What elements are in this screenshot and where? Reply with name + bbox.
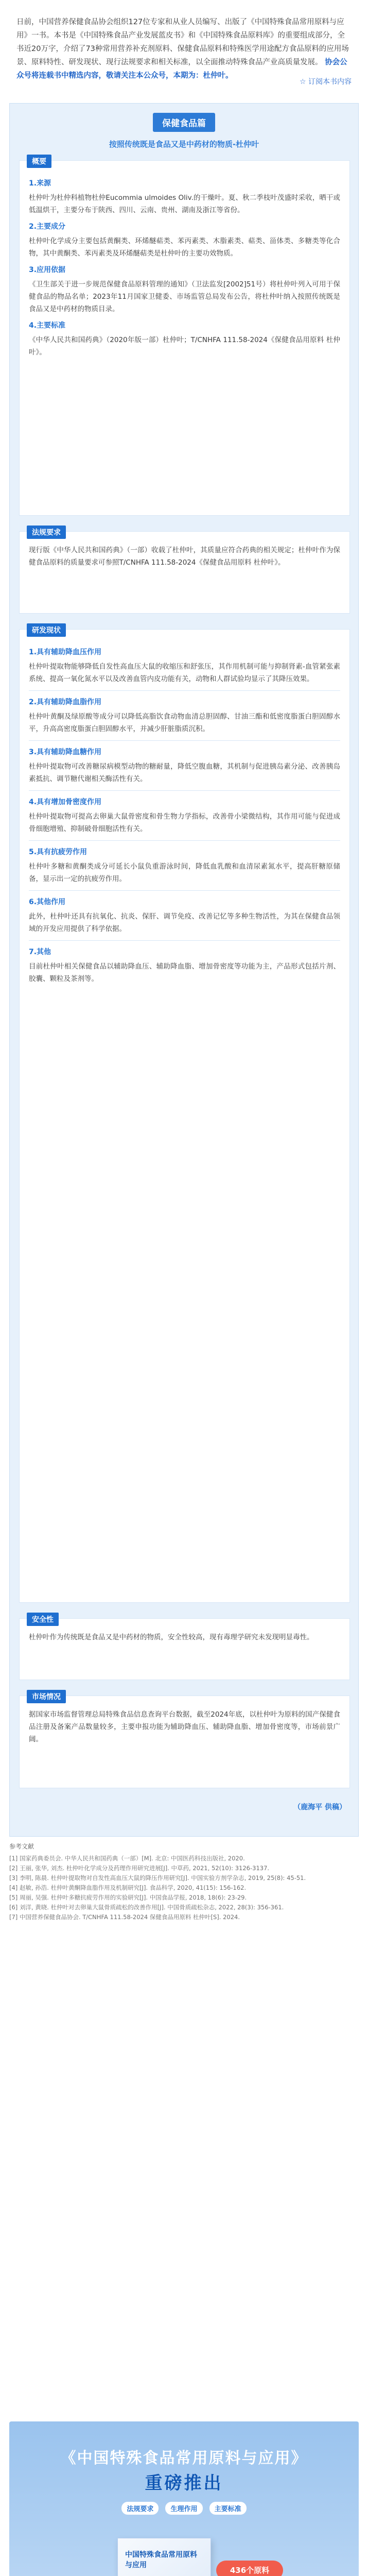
reference-item: [2] 王丽, 张华, 刘杰. 杜仲叶化学成分及药理作用研究进展[J]. 中草药, 2021, 52(10): 3126-3137.	[9, 1865, 270, 1872]
safety-head: 安全性	[27, 1613, 59, 1626]
intro-highlight: 协会公众号将连载书中精选内容，敬请关注本公众号，本期为：杜仲叶。	[16, 58, 347, 80]
market-text: 据国家市场监督管理总局特殊食品信息查询平台数据，截至2024年底，以杜仲叶为原料的国产保健食品注册及备案产品数量较多，主要申报功能为辅助降血压、辅助降血脂、增加骨密度等，市场前景广阔。	[29, 1710, 340, 1743]
intro-text: 日前，中国营养保健食品协会组织127位专家和从业人员编写、出版了《中国特殊食品常用原料与应用》一书。本书是《中国特殊食品产业发展蓝皮书》和《中国特殊食品原料库》的重要组成部分，全书近20万字，介绍了73种常用营养补充剂原料、保健食品原料和特殊医学用途配方食品原料的应用场景、原料特性、研发现状、现行法规要求和相关标准，以全面推动特殊食品产业高质量发展。	[16, 18, 349, 66]
research-item-text: 杜仲叶提取物可改善糖尿病模型动物的糖耐量，降低空腹血糖，其机制与促进胰岛素分泌、改善胰岛素抵抗、调节糖代谢相关酶活性有关。	[29, 762, 340, 783]
promo-tags	[9, 2502, 359, 2515]
intro-paragraph	[16, 15, 352, 82]
reference-item: [4] 赵敏, 孙浩. 杜仲叶黄酮降血脂作用及机制研究[J]. 食品科学, 2020, 41(15): 156-162.	[9, 1884, 247, 1891]
divider	[29, 840, 340, 841]
summary-item-text: 杜仲叶为杜仲科植物杜仲Eucommia ulmoides Oliv.的干燥叶。夏、秋二季枝叶茂盛时采收，晒干或低温烘干，主要分布于陕西、四川、云南、贵州、湖南及浙江等省份。	[29, 194, 340, 214]
regulation-text: 现行版《中华人民共和国药典》（一部）收载了杜仲叶，其质量应符合药典的相关规定；杜仲叶作为保健食品原料的质量要求可参照T/CNHFA 111.58-2024《保健食品用原料 杜仲叶》。	[29, 546, 340, 567]
divider	[29, 790, 340, 791]
summary-head: 概要	[27, 155, 51, 168]
safety-section	[19, 1618, 350, 1680]
reference-item: [1] 国家药典委员会. 中华人民共和国药典（一部）[M]. 北京: 中国医药科技出版社, 2020.	[9, 1855, 245, 1862]
market-section	[19, 1693, 350, 1788]
summary-item-text: 杜仲叶化学成分主要包括黄酮类、环烯醚萜类、苯丙素类、木脂素类、萜类、甾体类、多糖类等化合物，其中黄酮类、苯丙素类及环烯醚萜类是杜仲叶的主要功效物质。	[29, 237, 340, 258]
promo-tag: 法规要求	[121, 2502, 159, 2515]
promo-tag: 主要标准	[209, 2502, 247, 2515]
divider	[29, 690, 340, 691]
book-title: 中国特殊食品常用原料与应用	[125, 2551, 197, 2569]
banner-title: 保健食品篇	[153, 113, 215, 132]
research-item-text: 杜仲叶提取物能够降低自发性高血压大鼠的收缩压和舒张压，其作用机制可能与抑制肾素-血管紧张素系统、提高一氧化氮水平以及改善血管内皮功能有关，动物和人群试验均显示了其降压效果。	[29, 663, 340, 683]
references-title: 参考文献	[9, 1843, 34, 1850]
content-banner	[9, 103, 359, 1837]
summary-item-title: 4.主要标准	[29, 321, 66, 330]
subscribe-link[interactable]: ☆ 订阅本书内容	[299, 78, 352, 86]
promo-tag: 生理作用	[165, 2502, 202, 2515]
research-item-text: 此外，杜仲叶还具有抗氧化、抗炎、保肝、调节免疫、改善记忆等多种生物活性，为其在保健食品领域的开发应用提供了科学依据。	[29, 912, 340, 933]
summary-item-title: 1.来源	[29, 179, 51, 188]
research-item-text: 杜仲叶多糖和黄酮类成分可延长小鼠负重游泳时间，降低血乳酸和血清尿素氮水平，提高肝糖原储备，显示出一定的抗疲劳作用。	[29, 862, 340, 883]
research-item-title: 5.具有抗疲劳作用	[29, 848, 87, 856]
summary-item-text: 《卫生部关于进一步规范保健食品原料管理的通知》（卫法监发[2002]51号）将杜仲叶列入可用于保健食品的物品名单；2023年11月国家卫健委、市场监管总局发布公告，将杜仲叶纳入按照传统既是食品又是中药材的物质目录。	[29, 280, 340, 313]
research-item-title: 2.具有辅助降血脂作用	[29, 698, 102, 706]
author-signature: （鹿海平 供稿）	[293, 1803, 346, 1811]
raw-material-count-badge: 436个原料	[216, 2561, 283, 2576]
book-promo-banner[interactable]	[9, 2421, 359, 2576]
summary-item-title: 2.主要成分	[29, 223, 66, 231]
divider	[29, 940, 340, 941]
research-item-text: 杜仲叶黄酮及绿原酸等成分可以降低高脂饮食动物血清总胆固醇、甘油三酯和低密度脂蛋白胆固醇水平，升高高密度脂蛋白胆固醇水平，并减少肝脏脂质沉积。	[29, 713, 340, 733]
summary-item-title: 3.应用依据	[29, 266, 66, 274]
banner-subtitle: 按照传统既是食品又是中药材的物质-杜仲叶	[109, 140, 259, 149]
research-item-text: 杜仲叶提取物可提高去卵巢大鼠骨密度和骨生物力学指标，改善骨小梁微结构，其作用可能与促进成骨细胞增殖、抑制破骨细胞活性有关。	[29, 812, 340, 833]
divider	[29, 890, 340, 891]
research-section	[19, 626, 350, 1603]
references	[9, 1842, 359, 1922]
summary-section	[19, 160, 350, 516]
reference-item: [6] 刘洋, 黄晓. 杜仲叶对去卵巢大鼠骨质疏松的改善作用[J]. 中国骨质疏松杂志, 2022, 28(3): 356-361.	[9, 1904, 284, 1911]
promo-title: 《中国特殊食品常用原料与应用》	[60, 2449, 308, 2467]
research-item-title: 7.其他	[29, 948, 51, 956]
research-item-title: 3.具有辅助降血糖作用	[29, 748, 102, 756]
divider	[29, 740, 340, 741]
research-item-text: 目前杜仲叶相关保健食品以辅助降血压、辅助降血脂、增加骨密度等功能为主，产品形式包括片剂、胶囊、颗粒及茶剂等。	[29, 962, 340, 983]
regulation-section	[19, 531, 350, 614]
research-item-title: 4.具有增加骨密度作用	[29, 798, 102, 806]
safety-text: 杜仲叶作为传统既是食品又是中药材的物质，安全性较高，现有毒理学研究未发现明显毒性。	[29, 1633, 314, 1641]
reference-item: [7] 中国营养保健食品协会. T/CNHFA 111.58-2024 保健食品用原料 杜仲叶[S]. 2024.	[9, 1913, 240, 1921]
book-cover	[117, 2538, 211, 2576]
summary-item-text: 《中华人民共和国药典》（2020年版一部）杜仲叶；T/CNHFA 111.58-2024《保健食品用原料 杜仲叶》。	[29, 336, 340, 357]
research-head: 研发现状	[27, 623, 66, 637]
reference-item: [3] 李明, 陈晨. 杜仲叶提取物对自发性高血压大鼠的降压作用研究[J]. 中国实验方剂学杂志, 2019, 25(8): 45-51.	[9, 1874, 306, 1882]
regulation-head: 法规要求	[27, 526, 66, 539]
market-head: 市场情况	[27, 1690, 66, 1703]
research-item-title: 1.具有辅助降血压作用	[29, 648, 102, 656]
promo-headline: 重磅推出	[145, 2473, 223, 2494]
reference-item: [5] 周丽, 吴强. 杜仲叶多糖抗疲劳作用的实验研究[J]. 中国食品学报, 2018, 18(6): 23-29.	[9, 1894, 247, 1901]
research-item-title: 6.其他作用	[29, 898, 66, 906]
